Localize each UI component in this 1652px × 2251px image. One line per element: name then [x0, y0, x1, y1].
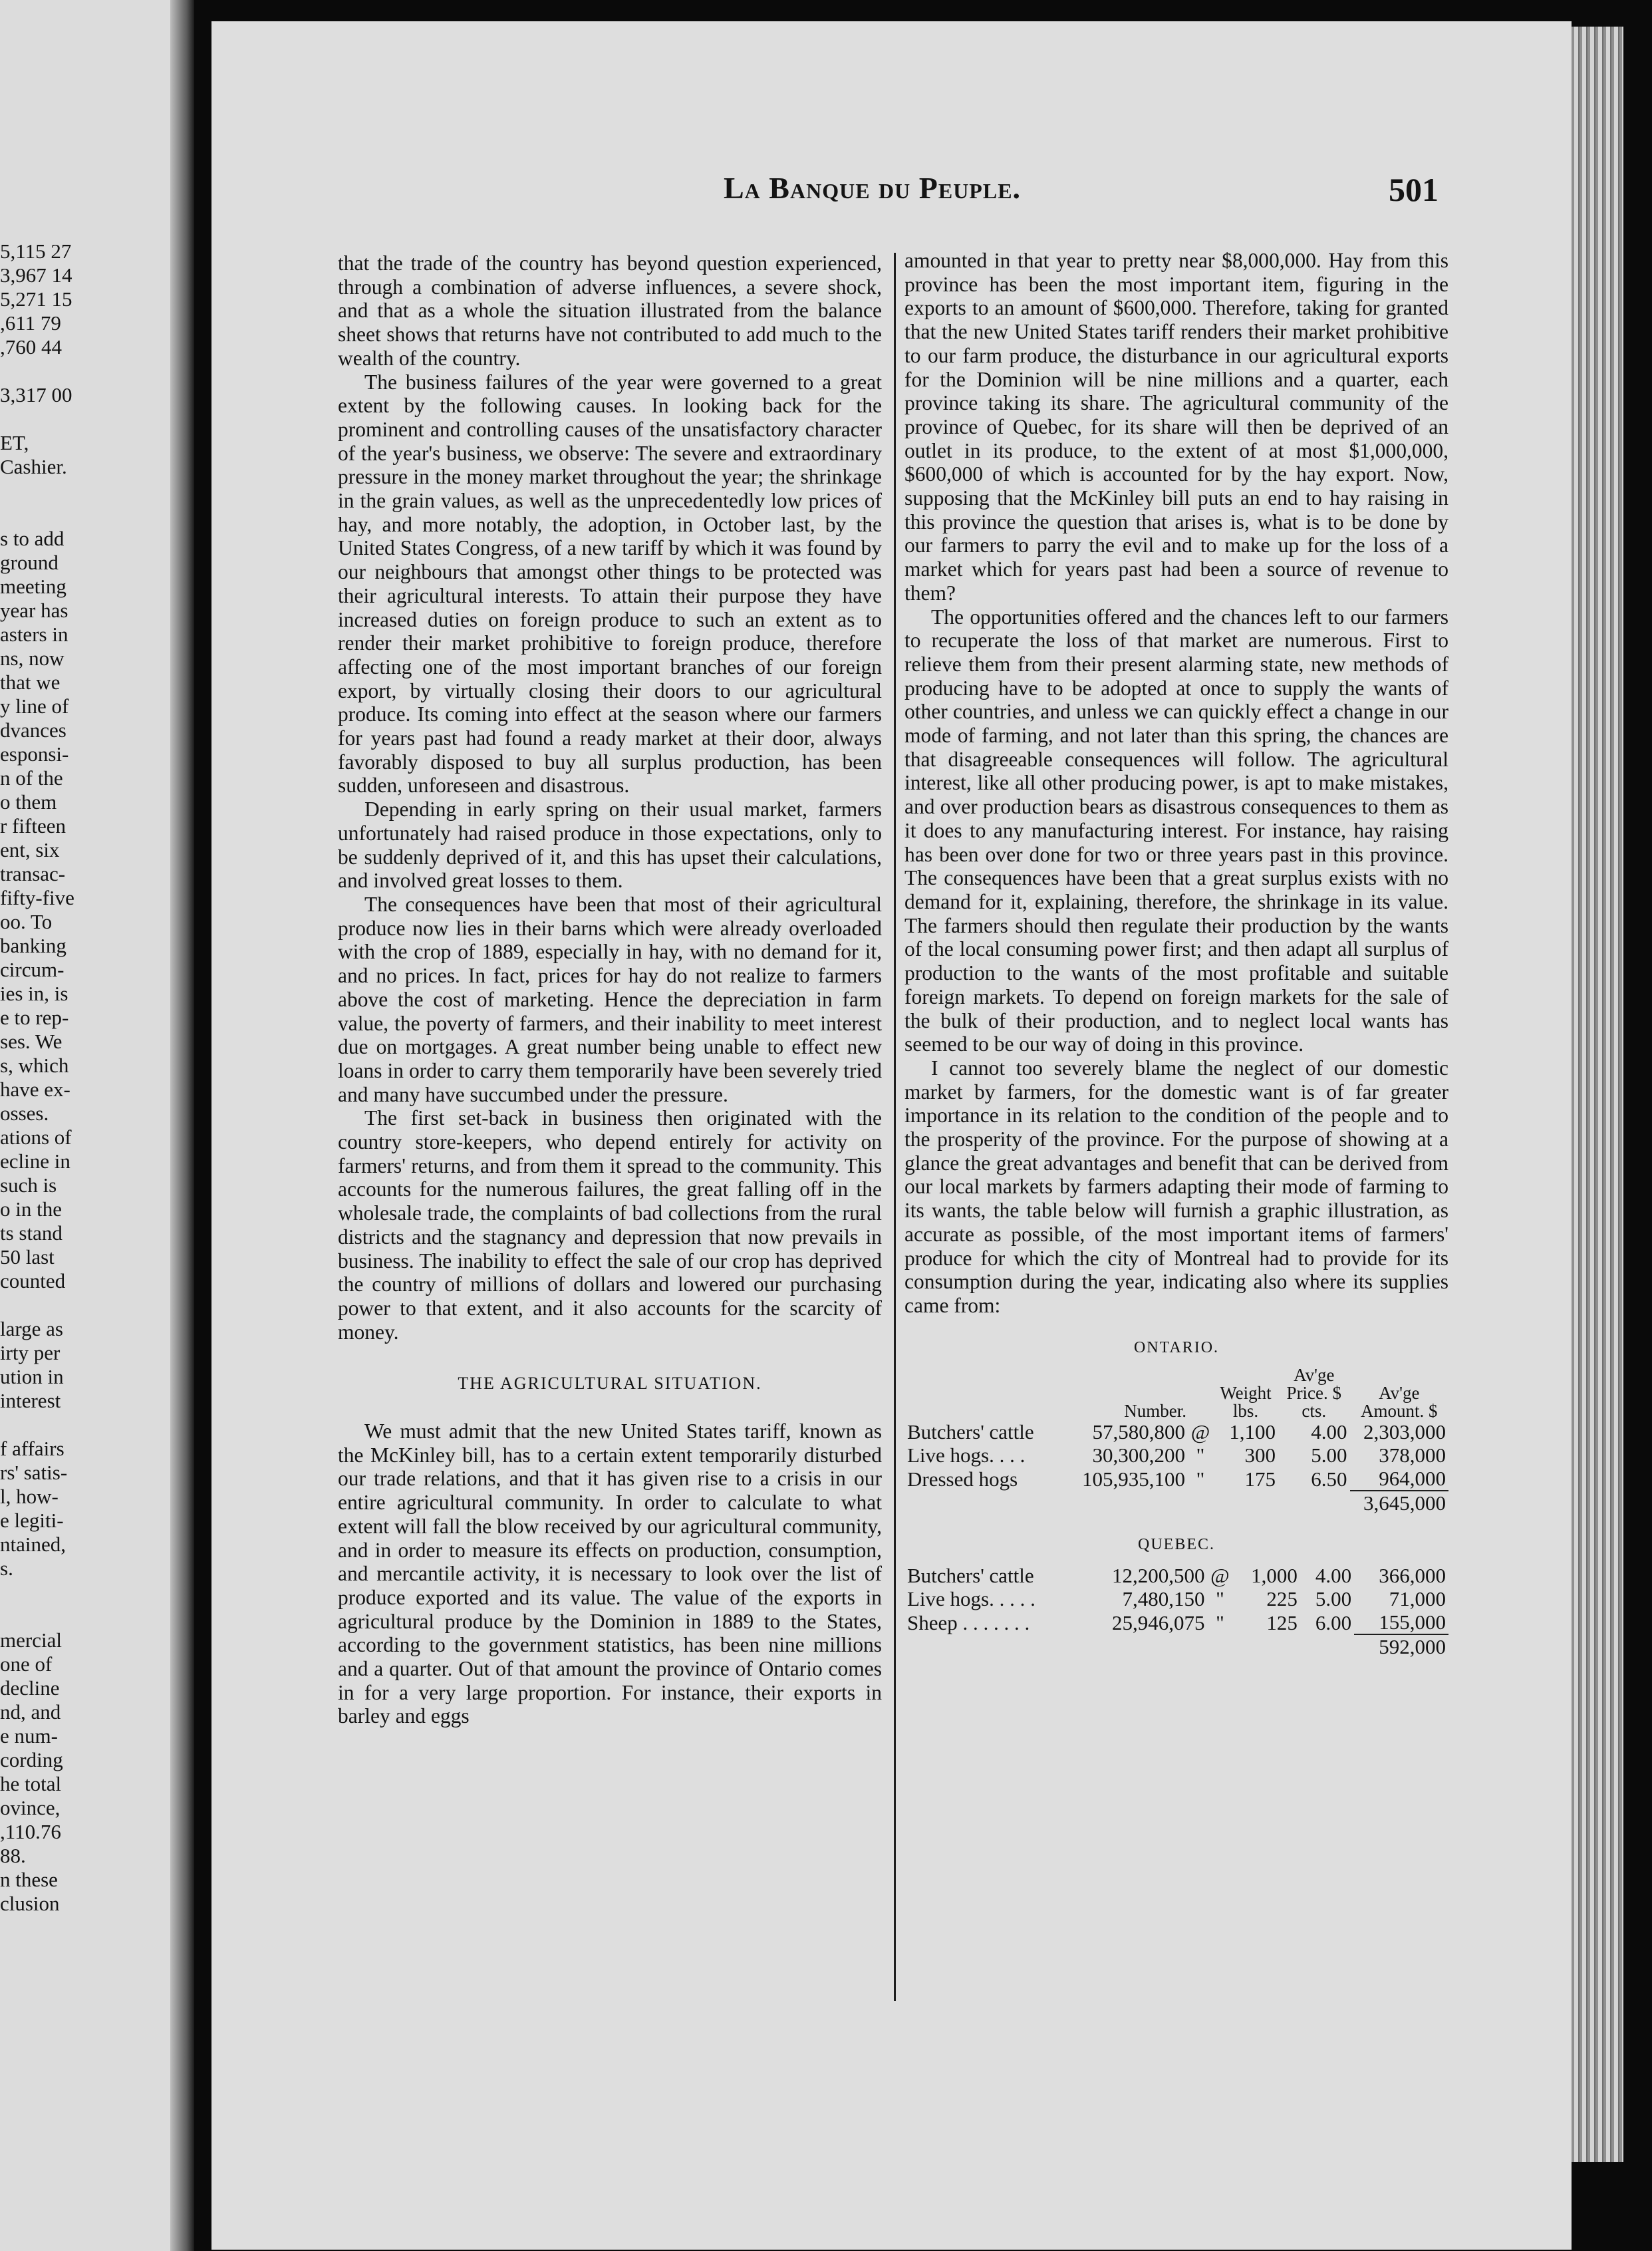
cell-item: Butchers' cattle [907, 1564, 1034, 1588]
previous-page-line: fifty-five [0, 886, 74, 909]
previous-page-line: s to add [0, 527, 65, 550]
previous-page-line [0, 1580, 93, 1604]
table-header-row [904, 1366, 1448, 1420]
section-heading: THE AGRICULTURAL SITUATION. [458, 1374, 762, 1394]
previous-page-line: 3,967 14 [0, 263, 72, 287]
table-heading-quebec: QUEBEC. [1138, 1536, 1215, 1554]
previous-page-line: Cashier. [0, 455, 67, 478]
cell-amount: 155,000 [1379, 1610, 1446, 1634]
table-row [904, 1610, 1448, 1634]
previous-page-line: asters in [0, 623, 69, 646]
previous-page-line: s. [0, 1557, 13, 1580]
cell-mark: " [1196, 1443, 1205, 1467]
previous-page-line: irty per [0, 1341, 61, 1364]
column-header-weight: Weight lbs. [1220, 1383, 1272, 1422]
previous-page-line: 88. [0, 1844, 26, 1867]
previous-page-line: 5,271 15 [0, 287, 72, 311]
total-row [904, 1634, 1448, 1658]
paragraph: The consequences have been that most of their agricultural produce now lies in their barns which were already overloaded with the crop of 1889, especially in hay, with no demand for it, and no prices. In fact, prices for hay do not realize to farmers above the cost of marketing. Hence the depreciation in farm value, the poverty of farmers, and their inability to meet interest due on mortgages. A great number being unable to effect new loans in order to carry them temporarily have been severely tried and many have succumbed under the pressure. [338, 892, 882, 1106]
previous-page-line: ations of [0, 1126, 72, 1149]
previous-page-line: dvances [0, 718, 67, 742]
cell-item: Dressed hogs [907, 1467, 1018, 1491]
previous-page-line: such is [0, 1173, 57, 1197]
total-amount: 3,645,000 [1350, 1491, 1448, 1515]
cell-weight: 1,000 [1251, 1564, 1298, 1588]
previous-page-line: o them [0, 790, 57, 814]
previous-page-line: ground [0, 551, 59, 574]
cell-amount: 2,303,000 [1363, 1420, 1446, 1444]
table-row [904, 1587, 1448, 1610]
table-row [904, 1564, 1448, 1587]
previous-page-line: counted [0, 1269, 66, 1292]
previous-page-line: clusion [0, 1892, 60, 1915]
cell-amount: 71,000 [1389, 1587, 1446, 1611]
left-column [338, 251, 882, 1728]
previous-page-line: 50 last [0, 1245, 55, 1269]
previous-page-line: decline [0, 1676, 60, 1700]
paragraph: We must admit that the new United States tariff, known as the McKinley bill, has to a certain extent temporarily disturbed our trade relations, and that it has given rise to a crisis in our entire agricultural community. In order to calculate to what extent will fall the blow received by our agricultural community, and in order to measure its effects on production, consumption, and mercantile activity, it is necessary to look over the list of produce exported and its value. The value of the exports in agricultural produce by the Dominion in 1889 to the States, according to the government statistics, has been nine millions and a quarter. Out of that amount the province of Ontario comes in for a very large proportion. For instance, their exports in barley and eggs [338, 1420, 882, 1728]
previous-page-line: oo. To [0, 910, 53, 933]
total-amount: 592,000 [1354, 1634, 1448, 1658]
column-header-item [904, 1366, 1079, 1420]
previous-page-line: ntained, [0, 1533, 66, 1556]
table-row [904, 1467, 1448, 1491]
cell-number: 105,935,100 [1082, 1467, 1185, 1491]
cell-number: 7,480,150 [1122, 1587, 1205, 1611]
previous-page-line [0, 407, 93, 431]
previous-page-line: ns, now [0, 647, 65, 670]
cell-number: 25,946,075 [1111, 1610, 1205, 1634]
previous-page-line: have ex- [0, 1078, 70, 1101]
previous-page-line: he total [0, 1772, 62, 1795]
previous-page-line [0, 1604, 93, 1628]
page-edges [1572, 27, 1623, 2162]
previous-page-line: ET, [0, 431, 29, 454]
previous-page-line: ent, six [0, 838, 60, 861]
cell-price: 4.00 [1311, 1420, 1347, 1444]
cell-amount: 366,000 [1379, 1564, 1446, 1588]
total-spacer [904, 1634, 1354, 1658]
paragraph: Depending in early spring on their usual market, farmers unfortunately had raised produce in those expectations, only to be suddenly deprived of it, and this has upset their calculations, and involved great losses to them. [338, 798, 882, 893]
previous-page-text [0, 239, 93, 1916]
previous-page-line: nd, and [0, 1700, 61, 1724]
previous-page-line: o in the [0, 1197, 62, 1221]
previous-page-line: cording [0, 1748, 63, 1771]
produce-table-quebec [904, 1564, 1448, 1658]
previous-page-line: circum- [0, 958, 65, 981]
cell-number: 57,580,800 [1092, 1420, 1185, 1444]
cell-item: Butchers' cattle [907, 1420, 1034, 1444]
previous-page-line: ,611 79 [0, 311, 61, 335]
cell-number: 30,300,200 [1092, 1443, 1185, 1467]
previous-page-line: one of [0, 1652, 53, 1676]
previous-page-line: that we [0, 671, 61, 694]
previous-page-line [0, 479, 93, 503]
previous-page-line: rs' satis- [0, 1461, 68, 1484]
previous-page-line: ,110.76 [0, 1820, 61, 1843]
produce-table [904, 1366, 1448, 1515]
cell-weight: 300 [1244, 1443, 1276, 1467]
table-row [904, 1420, 1448, 1443]
previous-page-line: ses. We [0, 1030, 63, 1053]
previous-page-line: meeting [0, 575, 67, 598]
paragraph: that the trade of the country has beyond question experienced, through a combination of adverse influences, a severe shock, and that as a whole the situation illustrated from the balance sheet shows that returns have not contributed to add much to the wealth of the country. [338, 251, 882, 370]
paragraph: The opportunities offered and the chances left to our farmers to recuperate the loss of that market are numerous. First to relieve them from their present alarming state, new methods of producing have to be adopted at once to supply the wants of other countries, and unless we can quickly effect a change in our mode of farming, and not later than this spring, the chances are that disagreeable consequences will follow. The agricultural interest, like all other producing power, is apt to make mistakes, and over production bears as disastrous consequences to them as it does to any manufacturing interest. For instance, hay raising has been over done for two or three years past in this province. The consequences have been that a great surplus exists with no demand for it, explaining, therefore, the shrinkage in its value. The farmers should then regulate their production by the wants of the local consuming power first; and then adapt all surplus of production to the wants of the most profitable and suitable foreign markets. To depend on foreign markets for the sale of the bulk of their production, and to neglect local wants has seemed to be our way of doing in this province. [904, 605, 1448, 1056]
paragraph: amounted in that year to pretty near $8,000,000. Hay from this province has been the most important item, figuring in the exports to an amount of $600,000. Therefore, taking for granted that the new United States tariff renders their market prohibitive to our farm produce, the disturbance in our agricultural exports for the Dominion will be nine millions and a quarter, each province taking its share. The agricultural community of the province of Quebec, for its share will then be deprived of an outlet in its produce, to the extent of at most $1,000,000, $600,000 of which is accounted for by the hay export. Now, supposing that the McKinley bill puts an end to hay raising in this province the question that arises is, what is to be done by our farmers to parry the evil and to make up for the loss of a market which for years past had been a source of revenue to them? [904, 249, 1448, 605]
page-number: 501 [1389, 171, 1439, 208]
previous-page-line: n of the [0, 766, 63, 790]
cell-mark: " [1196, 1467, 1205, 1491]
cell-mark: @ [1210, 1564, 1230, 1588]
previous-page-line [0, 1413, 93, 1437]
previous-page-line: transac- [0, 862, 66, 885]
cell-price: 6.00 [1315, 1610, 1352, 1634]
previous-page-line: large as [0, 1317, 63, 1340]
cell-weight: 1,100 [1229, 1420, 1276, 1444]
cell-weight: 175 [1244, 1467, 1276, 1491]
previous-page-line: ecline in [0, 1149, 70, 1173]
previous-page-line: e legiti- [0, 1509, 64, 1532]
cell-mark: @ [1190, 1420, 1210, 1444]
table-row [904, 1443, 1448, 1467]
previous-page-line: e to rep- [0, 1006, 69, 1029]
column-header-amount: Av'ge Amount. $ [1361, 1383, 1438, 1422]
cell-amount: 378,000 [1379, 1443, 1446, 1467]
cell-price: 6.50 [1311, 1467, 1347, 1491]
previous-page-line: l, how- [0, 1485, 59, 1508]
previous-page-line: e num- [0, 1724, 58, 1747]
right-column [904, 249, 1448, 1658]
cell-item: Sheep . . . . . . . [907, 1610, 1030, 1634]
previous-page-line: y line of [0, 694, 69, 718]
table-heading-ontario: ONTARIO. [1133, 1338, 1220, 1356]
cell-price: 4.00 [1315, 1564, 1352, 1588]
cell-item: Live hogs. . . . [907, 1443, 1026, 1467]
previous-page-fragment [0, 0, 194, 2251]
paragraph: I cannot too severely blame the neglect of our domestic market by farmers, for the domestic want is of far greater importance in its relation to the condition of the people and to the prosperity of the province. For the purpose of showing at a glance the great advantages and benefit that can be derived from our local markets by farmers adapting their mode of farming to its wants, the table below will furnish a graphic illustration, as accurate as possible, of the most important items of farmers' produce for which the city of Montreal had to provide for its consumption during the year, indicating also where its supplies came from: [904, 1056, 1448, 1317]
previous-page-line: interest [0, 1389, 61, 1412]
previous-page-line: ,760 44 [0, 335, 62, 359]
total-spacer [904, 1491, 1350, 1515]
previous-page-line [0, 359, 93, 383]
column-header-price: Av'ge Price. $ cts. [1286, 1365, 1342, 1422]
previous-page-line [0, 503, 93, 527]
paragraph: The business failures of the year were governed to a great extent by the following causes. In looking back for the prominent and controlling causes of the unsatisfactory character of the year's business, we observe: The severe and extraordinary pressure in the money market throughout the year; the shrinkage in the grain values, as well as the unprecedentedly low prices of hay, and more notably, the adoption, in October last, by the United States Congress, of a new tariff by which it was found by our neighbours that amongst other things to be protected was their agricultural interests. To attain their purpose they have increased duties on foreign produce to such an extent as to render their market prohibitive to foreign produce, therefore affecting one of the most important branches of our foreign export, by virtually closing their doors to our agricultural produce. Its coming into effect at the season where our farmers for years past had found a ready market at their door, always favorably disposed to buy all surplus production, has been sudden, unforeseen and disastrous. [338, 370, 882, 798]
column-divider [894, 253, 896, 2001]
previous-page-line: n these [0, 1868, 58, 1891]
previous-page-line [0, 1293, 93, 1317]
previous-page-line: esponsi- [0, 742, 69, 766]
page-gutter [170, 0, 194, 2251]
previous-page-line: 5,115 27 [0, 239, 72, 263]
cell-item: Live hogs. . . . . [907, 1587, 1035, 1611]
cell-mark: " [1216, 1610, 1224, 1634]
total-row [904, 1491, 1448, 1515]
previous-page-line: f affairs [0, 1437, 65, 1460]
previous-page-line: osses. [0, 1102, 49, 1125]
cell-number: 12,200,500 [1111, 1564, 1205, 1588]
cell-weight: 125 [1266, 1610, 1298, 1634]
previous-page-line: r fifteen [0, 814, 66, 837]
previous-page-line: year has [0, 599, 69, 622]
column-header-number: Number. [1124, 1401, 1186, 1422]
previous-page-line: 3,317 00 [0, 383, 72, 406]
previous-page-line: banking [0, 934, 67, 957]
paragraph: The first set-back in business then originated with the country store-keepers, who depend entirely for activity on farmers' returns, and from them it spread to the community. This accounts for the numerous failures, the great falling off in the wholesale trade, the complaints of bad collections from the rural districts and the stagnancy and depression that now prevails in business. The inability to effect the sale of our crop has deprived the country of millions of dollars and lowered our purchasing power to that extent, and it also accounts for the scarcity of money. [338, 1106, 882, 1344]
previous-page-line: ts stand [0, 1221, 63, 1245]
previous-page-line: ies in, is [0, 982, 69, 1005]
cell-price: 5.00 [1315, 1587, 1352, 1611]
previous-page-line: mercial [0, 1628, 62, 1652]
previous-page-line: ution in [0, 1365, 64, 1388]
cell-mark: " [1216, 1587, 1224, 1611]
previous-page-line: ovince, [0, 1796, 61, 1819]
running-title: La Banque du Peuple. [724, 171, 1022, 205]
cell-price: 5.00 [1311, 1443, 1347, 1467]
cell-weight: 225 [1266, 1587, 1298, 1611]
previous-page-line: s, which [0, 1054, 69, 1077]
cell-amount: 964,000 [1379, 1467, 1446, 1491]
